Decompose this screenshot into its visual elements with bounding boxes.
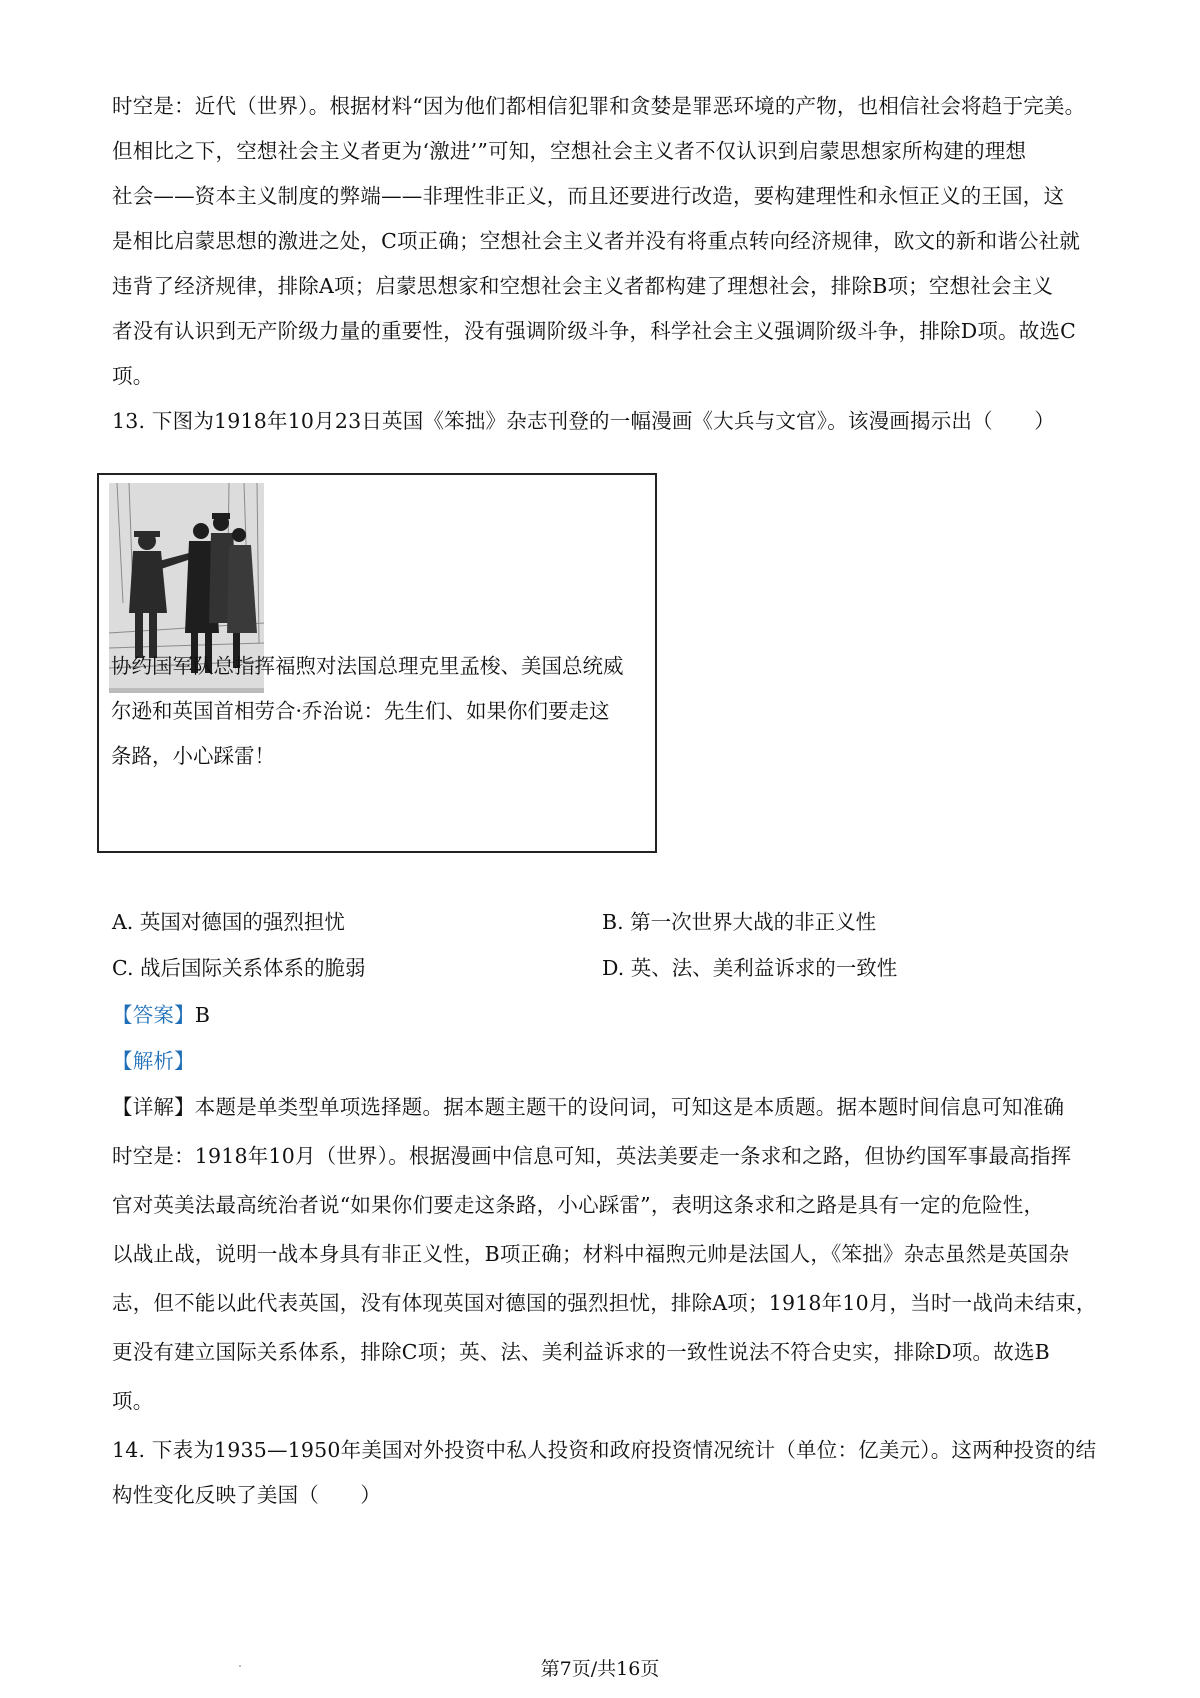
option-b: B. 第一次世界大战的非正义性 [602,910,877,934]
page-footer: 第7页/共16页 [540,1658,660,1680]
detail-line: 【详解】本题是单类型单项选择题。据本题主题干的设问词，可知这是本质题。据本题时间信息可知准确 [112,1095,1065,1119]
prev-explanation-line: 违背了经济规律，排除A项；启蒙思想家和空想社会主义者都构建了理想社会，排除B项；空想社会主义 [112,274,1054,298]
detail-line: 官对英美法最高统治者说“如果你们要走这条路，小心踩雷”，表明这条求和之路是具有一定的危险性， [112,1193,1045,1217]
detail-line: 项。 [112,1389,154,1413]
answer-value: B [194,1003,211,1027]
prev-explanation-line: 是相比启蒙思想的激进之处，C项正确；空想社会主义者并没有将重点转向经济规律，欧文的新和谐公社就 [112,229,1081,253]
detail-line: 以战止战，说明一战本身具有非正义性，B项正确；材料中福煦元帅是法国人，《笨拙》杂志虽然是英国杂 [112,1242,1070,1266]
analysis-line [112,1046,1107,1076]
cartoon-caption-line: 尔逊和英国首相劳合·乔治说：先生们、如果你们要走这 [111,699,610,723]
prev-explanation-line: 但相比之下，空想社会主义者更为‘激进’”可知，空想社会主义者不仅认识到启蒙思想家所构建的理想 [112,139,1027,163]
prev-explanation-line: 者没有认识到无产阶级力量的重要性，没有强调阶级斗争，科学社会主义强调阶级斗争，排除D项。故选C [112,319,1077,343]
detail-line: 时空是：1918年10月（世界）。根据漫画中信息可知，英法美要走一条求和之路，但协约国军事最高指挥 [112,1144,1072,1168]
prev-explanation-line: 项。 [112,364,154,388]
detail-line: 志，但不能以此代表英国，没有体现英国对德国的强烈担忧，排除A项；1918年10月，当时一战尚未结束， [112,1291,1097,1315]
cartoon-figure-box [97,473,657,853]
question-14-stem-line: 构性变化反映了美国（ ） [112,1483,382,1507]
cartoon-caption-line: 协约国军队总指挥福煦对法国总理克里孟梭、美国总统威 [111,654,624,678]
analysis-label: 【解析】 [112,1049,195,1073]
prev-explanation-line: 时空是：近代（世界）。根据材料“因为他们都相信犯罪和贪婪是罪恶环境的产物，也相信社会将趋于完美。 [112,94,1086,118]
question-13-stem: 13. 下图为1918年10月23日英国《笨拙》杂志刊登的一幅漫画《大兵与文官》。该漫画揭示出（ ） [112,409,1055,433]
question-14-stem-line: 14. 下表为1935—1950年美国对外投资中私人投资和政府投资情况统计（单位：亿美元）。这两种投资的结 [112,1438,1097,1462]
option-d: D. 英、法、美利益诉求的一致性 [602,956,898,980]
option-a: A. 英国对德国的强烈担忧 [112,910,345,934]
answer-line [112,1000,1107,1030]
option-c: C. 战后国际关系体系的脆弱 [112,956,366,980]
cartoon-caption-line: 条路，小心踩雷！ [111,744,275,768]
detail-line: 更没有建立国际关系体系，排除C项；英、法、美利益诉求的一致性说法不符合史实，排除D项。故选B [112,1340,1050,1364]
prev-explanation-line: 社会——资本主义制度的弊端——非理性非正义，而且还要进行改造，要构建理性和永恒正义的王国，这 [112,184,1065,208]
answer-label: 【答案】 [112,1003,195,1027]
